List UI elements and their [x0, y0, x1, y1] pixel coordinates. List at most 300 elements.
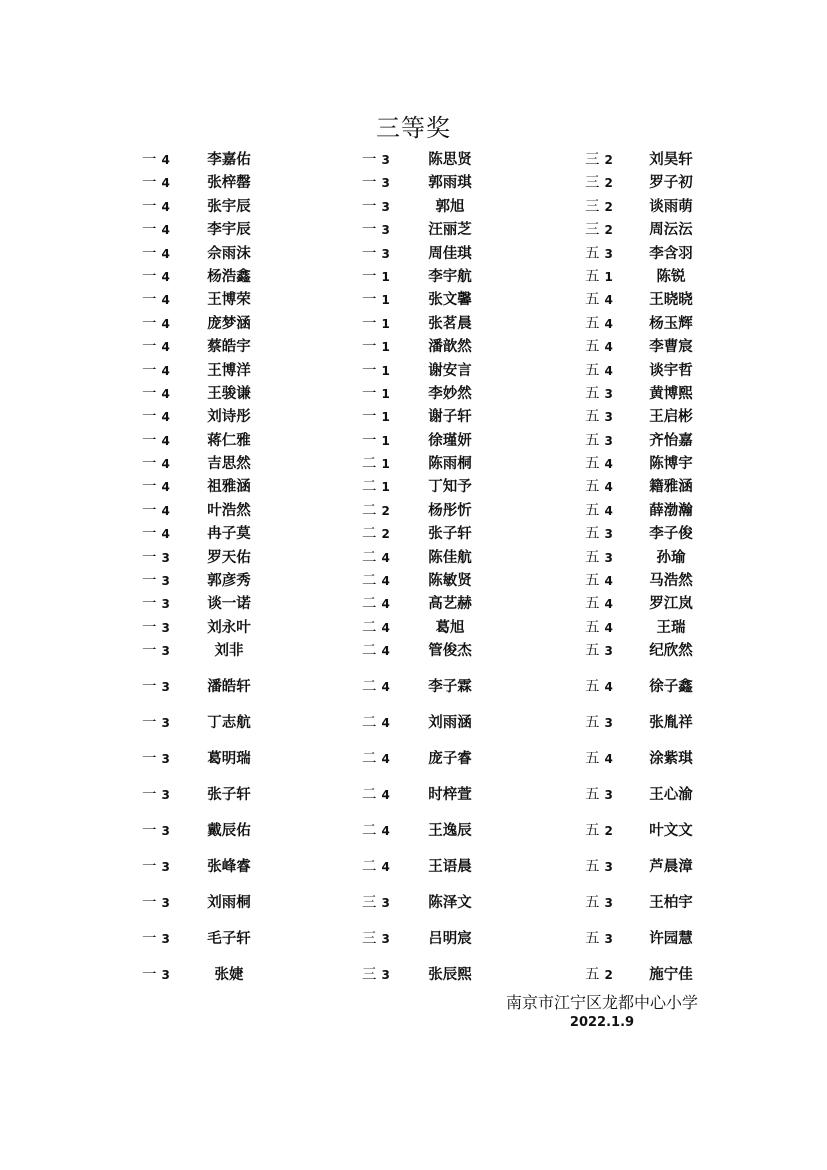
class-label — [362, 616, 390, 637]
student-name: 丁知予 — [428, 479, 472, 496]
class-number: 1 — [381, 316, 390, 331]
student-name: 徐子鑫 — [649, 679, 693, 696]
class-number: 3 — [381, 896, 390, 911]
grade: 一 — [362, 385, 377, 402]
class-label — [362, 359, 390, 380]
class-label — [362, 265, 390, 286]
grade: 五 — [585, 409, 600, 426]
award-row — [0, 675, 827, 711]
grade: 一 — [142, 931, 157, 948]
class-label — [142, 429, 170, 450]
grade: 一 — [142, 339, 157, 356]
class-label — [142, 499, 170, 520]
class-number: 4 — [381, 680, 390, 695]
award-row — [0, 819, 827, 855]
class-number: 1 — [381, 433, 390, 448]
class-label — [142, 747, 170, 768]
student-name: 戴辰佑 — [207, 823, 251, 840]
grade: 二 — [362, 715, 377, 732]
student-name: 杨彤忻 — [428, 502, 472, 519]
student-name: 谢安言 — [428, 362, 472, 379]
student-name: 佘雨沫 — [207, 245, 251, 262]
student-name: 王瑞 — [656, 619, 686, 636]
class-label — [362, 639, 390, 660]
class-number: 3 — [161, 896, 170, 911]
grade: 二 — [362, 787, 377, 804]
class-label — [142, 616, 170, 637]
class-number: 3 — [604, 932, 613, 947]
class-number: 4 — [381, 752, 390, 767]
school-name: 南京市江宁区龙都中心小学 — [505, 993, 698, 1012]
class-number: 4 — [161, 363, 170, 378]
student-name: 孙瑜 — [656, 549, 686, 566]
class-label — [362, 783, 390, 804]
grade: 一 — [142, 967, 157, 984]
student-name: 张婕 — [214, 967, 244, 984]
student-name: 谈一诺 — [207, 596, 251, 613]
award-row — [0, 148, 827, 171]
student-name: 陈思贤 — [428, 152, 472, 168]
grade: 一 — [142, 549, 157, 566]
student-name: 罗子初 — [649, 175, 693, 192]
class-number: 4 — [381, 597, 390, 612]
class-number: 4 — [604, 574, 613, 589]
class-label — [362, 855, 390, 876]
grade: 一 — [362, 339, 377, 356]
grade: 五 — [585, 619, 600, 636]
class-label — [362, 335, 390, 356]
class-label — [585, 265, 613, 286]
class-label — [362, 382, 390, 403]
class-label — [142, 382, 170, 403]
grade: 二 — [362, 456, 377, 473]
class-number: 4 — [161, 433, 170, 448]
grade: 一 — [142, 619, 157, 636]
class-label — [142, 592, 170, 613]
student-name: 张茗晨 — [428, 315, 472, 332]
grade: 一 — [142, 362, 157, 379]
class-number: 4 — [381, 860, 390, 875]
grade: 二 — [362, 751, 377, 768]
class-label — [142, 522, 170, 543]
class-number: 4 — [604, 457, 613, 472]
class-label — [142, 452, 170, 473]
class-label — [585, 747, 613, 768]
class-number: 1 — [381, 363, 390, 378]
class-label — [362, 218, 390, 239]
class-number: 3 — [381, 223, 390, 238]
award-row — [0, 616, 827, 639]
class-label — [585, 819, 613, 840]
class-label — [362, 475, 390, 496]
student-name: 刘非 — [214, 643, 244, 660]
grade: 一 — [362, 432, 377, 449]
class-label — [142, 265, 170, 286]
class-number: 3 — [381, 153, 390, 167]
student-name: 汪丽芝 — [428, 222, 472, 239]
class-label — [585, 405, 613, 426]
award-row — [0, 546, 827, 569]
class-label — [585, 592, 613, 613]
grade: 五 — [585, 315, 600, 332]
class-number: 3 — [161, 860, 170, 875]
student-name: 潘歆然 — [428, 339, 472, 356]
grade: 一 — [142, 292, 157, 309]
class-number: 4 — [161, 457, 170, 472]
class-label — [585, 783, 613, 804]
class-number: 2 — [604, 176, 613, 191]
class-label — [142, 675, 170, 696]
class-label — [362, 429, 390, 450]
student-name: 杨浩鑫 — [207, 268, 251, 285]
class-number: 2 — [604, 153, 613, 167]
class-label — [142, 475, 170, 496]
class-label — [142, 819, 170, 840]
grade: 一 — [142, 456, 157, 473]
class-label — [585, 475, 613, 496]
grade: 五 — [585, 268, 600, 285]
grade: 二 — [362, 679, 377, 696]
grade: 一 — [142, 526, 157, 543]
grade: 五 — [585, 549, 600, 566]
class-label — [362, 569, 390, 590]
class-label — [142, 855, 170, 876]
award-row — [0, 639, 827, 675]
class-number: 3 — [604, 788, 613, 803]
student-name: 李宇航 — [428, 268, 472, 285]
grade: 一 — [362, 175, 377, 192]
grade: 五 — [585, 787, 600, 804]
grade: 一 — [142, 679, 157, 696]
class-label — [585, 429, 613, 450]
class-number: 3 — [161, 932, 170, 947]
grade: 一 — [142, 751, 157, 768]
grade: 二 — [362, 549, 377, 566]
class-label — [142, 783, 170, 804]
award-row — [0, 195, 827, 218]
class-label — [362, 148, 390, 169]
class-label — [142, 546, 170, 567]
class-label — [142, 405, 170, 426]
class-label — [585, 963, 613, 984]
class-number: 3 — [161, 620, 170, 635]
award-row — [0, 747, 827, 783]
grade: 一 — [142, 222, 157, 239]
class-number: 3 — [604, 644, 613, 659]
class-label — [585, 569, 613, 590]
student-name: 郭雨琪 — [428, 175, 472, 192]
class-label — [585, 171, 613, 192]
class-number: 3 — [604, 860, 613, 875]
grade: 五 — [585, 385, 600, 402]
grade: 五 — [585, 823, 600, 840]
class-label — [585, 359, 613, 380]
class-label — [142, 335, 170, 356]
award-row — [0, 927, 827, 963]
page-title: 三等奖 — [376, 114, 451, 142]
class-number: 4 — [161, 316, 170, 331]
class-number: 4 — [161, 527, 170, 542]
student-name: 薛渤瀚 — [649, 502, 693, 519]
grade: 一 — [142, 245, 157, 262]
student-name: 陈佳航 — [428, 549, 472, 566]
grade: 五 — [585, 339, 600, 356]
student-name: 葛明瑞 — [207, 751, 251, 768]
student-name: 丁志航 — [207, 715, 251, 732]
class-number: 4 — [161, 340, 170, 355]
award-row — [0, 475, 827, 498]
award-row — [0, 569, 827, 592]
class-label — [142, 218, 170, 239]
grade: 二 — [362, 502, 377, 519]
class-number: 4 — [381, 550, 390, 565]
award-row — [0, 522, 827, 545]
grade: 一 — [142, 198, 157, 215]
class-number: 3 — [381, 199, 390, 214]
award-row — [0, 592, 827, 615]
grade: 一 — [142, 502, 157, 519]
award-row — [0, 405, 827, 428]
class-number: 3 — [381, 246, 390, 261]
student-name: 刘雨桐 — [207, 895, 251, 912]
class-number: 3 — [604, 410, 613, 425]
class-number: 4 — [161, 480, 170, 495]
grade: 一 — [362, 409, 377, 426]
grade: 五 — [585, 502, 600, 519]
class-number: 4 — [381, 716, 390, 731]
grade: 三 — [362, 931, 377, 948]
student-name: 齐怡嘉 — [649, 432, 693, 449]
class-number: 1 — [381, 269, 390, 284]
award-row — [0, 242, 827, 265]
grade: 三 — [585, 175, 600, 192]
grade: 五 — [585, 931, 600, 948]
class-number: 4 — [604, 293, 613, 308]
class-label — [362, 452, 390, 473]
grade: 五 — [585, 362, 600, 379]
award-row — [0, 711, 827, 747]
student-name: 徐瑾妍 — [428, 432, 472, 449]
student-name: 李嘉佑 — [207, 152, 251, 168]
class-number: 3 — [604, 527, 613, 542]
grade: 三 — [585, 222, 600, 239]
class-label — [585, 148, 613, 169]
student-name: 芦晨漳 — [649, 859, 693, 876]
student-name: 张峰睿 — [207, 859, 251, 876]
class-label — [362, 963, 390, 984]
student-name: 潘皓轩 — [207, 679, 251, 696]
class-number: 3 — [161, 752, 170, 767]
class-label — [362, 891, 390, 912]
student-name: 王晓晓 — [649, 292, 693, 309]
grade: 一 — [142, 823, 157, 840]
grade: 一 — [142, 859, 157, 876]
class-label — [585, 522, 613, 543]
class-label — [362, 171, 390, 192]
class-number: 3 — [604, 896, 613, 911]
class-number: 2 — [604, 199, 613, 214]
class-number: 1 — [381, 340, 390, 355]
class-label — [362, 546, 390, 567]
grade: 五 — [585, 526, 600, 543]
class-number: 4 — [604, 503, 613, 518]
grade: 二 — [362, 643, 377, 660]
grade: 五 — [585, 679, 600, 696]
grade: 一 — [362, 198, 377, 215]
grade: 一 — [142, 409, 157, 426]
class-label — [585, 335, 613, 356]
class-number: 4 — [604, 680, 613, 695]
student-name: 涂紫琪 — [649, 751, 693, 768]
award-row — [0, 288, 827, 311]
student-name: 叶浩然 — [207, 502, 251, 519]
class-label — [585, 288, 613, 309]
student-name: 黄博熙 — [649, 385, 693, 402]
class-label — [362, 288, 390, 309]
student-name: 王语晨 — [428, 859, 472, 876]
class-label — [142, 569, 170, 590]
class-label — [142, 312, 170, 333]
student-name: 吉思然 — [207, 456, 251, 473]
student-name: 蔡皓宇 — [207, 339, 251, 356]
grade: 一 — [362, 222, 377, 239]
award-row — [0, 429, 827, 452]
grade: 一 — [142, 787, 157, 804]
class-number: 4 — [381, 788, 390, 803]
student-name: 陈博宇 — [649, 456, 693, 473]
class-label — [362, 927, 390, 948]
grade: 五 — [585, 573, 600, 590]
class-label — [585, 452, 613, 473]
class-number: 4 — [161, 199, 170, 214]
class-number: 4 — [604, 480, 613, 495]
class-number: 3 — [161, 968, 170, 983]
class-number: 3 — [161, 680, 170, 695]
student-name: 李妙然 — [428, 385, 472, 402]
issue-date: 2022.1.9 — [569, 1015, 635, 1030]
class-number: 4 — [604, 752, 613, 767]
student-name: 吕明宸 — [428, 931, 472, 948]
grade: 二 — [362, 619, 377, 636]
class-number: 4 — [604, 597, 613, 612]
class-label — [362, 711, 390, 732]
class-label — [585, 242, 613, 263]
student-name: 李含羽 — [649, 245, 693, 262]
class-number: 3 — [604, 433, 613, 448]
student-name: 李曹宸 — [649, 339, 693, 356]
class-label — [585, 927, 613, 948]
student-name: 陈敏贤 — [428, 573, 472, 590]
class-label — [142, 963, 170, 984]
class-label — [362, 747, 390, 768]
class-label — [585, 639, 613, 660]
class-number: 4 — [161, 410, 170, 425]
class-number: 4 — [604, 620, 613, 635]
class-number: 2 — [604, 223, 613, 238]
class-number: 3 — [161, 574, 170, 589]
grade: 二 — [362, 479, 377, 496]
class-label — [585, 616, 613, 637]
grade: 一 — [362, 152, 377, 168]
class-label — [585, 499, 613, 520]
grade: 一 — [142, 596, 157, 613]
class-number: 3 — [381, 968, 390, 983]
class-label — [362, 195, 390, 216]
award-row — [0, 452, 827, 475]
grade: 一 — [362, 268, 377, 285]
student-name: 李子俊 — [649, 526, 693, 543]
student-name: 陈锐 — [656, 268, 686, 285]
student-name: 王骏谦 — [207, 385, 251, 402]
class-number: 4 — [161, 386, 170, 401]
class-label — [362, 242, 390, 263]
class-number: 3 — [161, 824, 170, 839]
class-number: 3 — [161, 788, 170, 803]
class-number: 3 — [604, 386, 613, 401]
class-label — [362, 819, 390, 840]
class-label — [142, 148, 170, 169]
class-number: 1 — [381, 480, 390, 495]
student-name: 张胤祥 — [649, 715, 693, 732]
student-name: 籍雅涵 — [649, 479, 693, 496]
student-name: 谈雨萌 — [649, 198, 693, 215]
grade: 二 — [362, 859, 377, 876]
award-list — [0, 148, 827, 999]
grade: 五 — [585, 715, 600, 732]
class-label — [585, 711, 613, 732]
grade: 一 — [142, 479, 157, 496]
class-label — [362, 312, 390, 333]
class-number: 3 — [161, 597, 170, 612]
class-number: 2 — [604, 824, 613, 839]
class-number: 3 — [381, 176, 390, 191]
student-name: 周佳琪 — [428, 245, 472, 262]
grade: 一 — [142, 643, 157, 660]
class-label — [585, 891, 613, 912]
grade: 五 — [585, 479, 600, 496]
class-number: 4 — [161, 176, 170, 191]
grade: 二 — [362, 596, 377, 613]
class-number: 3 — [381, 932, 390, 947]
student-name: 刘昊轩 — [649, 152, 693, 168]
grade: 一 — [142, 895, 157, 912]
grade: 一 — [362, 362, 377, 379]
class-label — [585, 855, 613, 876]
grade: 五 — [585, 596, 600, 613]
student-name: 刘永叶 — [207, 619, 251, 636]
class-label — [142, 288, 170, 309]
student-name: 李宇辰 — [207, 222, 251, 239]
class-number: 4 — [604, 340, 613, 355]
award-row — [0, 891, 827, 927]
class-number: 3 — [604, 246, 613, 261]
student-name: 李子霖 — [428, 679, 472, 696]
class-number: 3 — [161, 644, 170, 659]
class-number: 3 — [604, 716, 613, 731]
class-number: 1 — [381, 386, 390, 401]
class-label — [362, 522, 390, 543]
student-name: 罗江岚 — [649, 596, 693, 613]
student-name: 张辰熙 — [428, 967, 472, 984]
class-number: 1 — [381, 457, 390, 472]
student-name: 马浩然 — [649, 573, 693, 590]
class-label — [585, 546, 613, 567]
grade: 五 — [585, 432, 600, 449]
student-name: 蒋仁雅 — [207, 432, 251, 449]
award-row — [0, 312, 827, 335]
student-name: 王启彬 — [649, 409, 693, 426]
class-label — [362, 592, 390, 613]
